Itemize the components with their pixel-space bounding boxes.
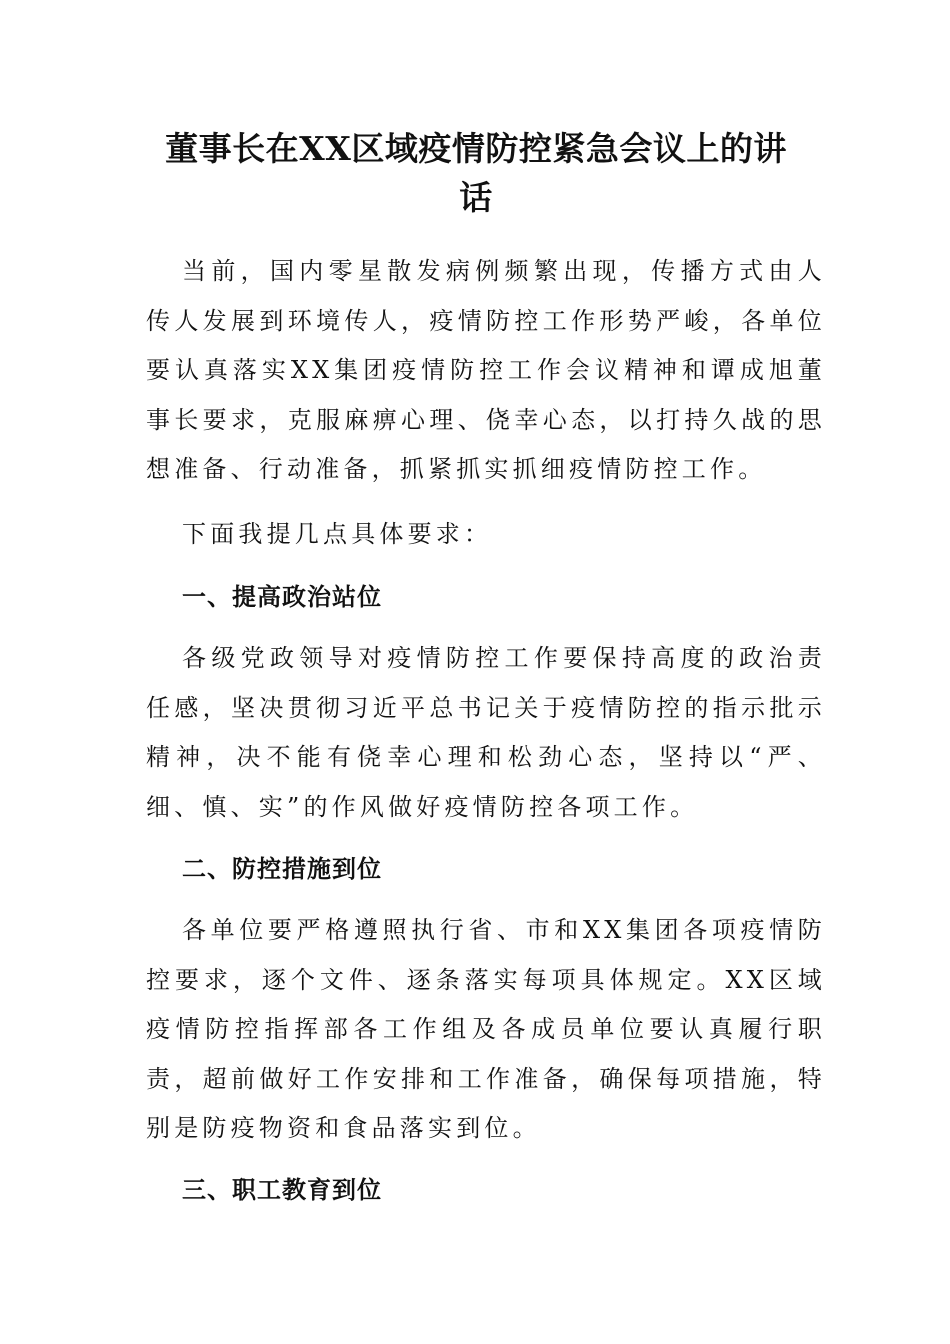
section-heading-control-measures: 二、防控措施到位: [182, 855, 382, 883]
section-heading-political-stance: 一、提高政治站位: [182, 583, 382, 611]
intro-paragraph: 当前，国内零星散发病例频繁出现，传播方式由人传人发展到环境传人，疫情防控工作形势严峻，各单位要认真落实XX集团疫情防控工作会议精神和谭成旭董事长要求，克服麻痹心理、侥幸心态，以打持久战的思想准备、行动准备，抓紧抓实抓细疫情防控工作。: [146, 257, 826, 483]
section-body-political-stance: 各级党政领导对疫情防控工作要保持高度的政治责任感，坚决贯彻习近平总书记关于疫情防控的指示批示精神，决不能有侥幸心理和松劲心态，坚持以“严、细、慎、实”的作风做好疫情防控各项工作。: [146, 644, 826, 821]
document-title-line-2: 话: [459, 178, 493, 217]
document-title-line-1: 董事长在XX区域疫情防控紧急会议上的讲: [165, 129, 787, 168]
section-body-control-measures: 各单位要严格遵照执行省、市和XX集团各项疫情防控要求，逐个文件、逐条落实每项具体规定。XX区域疫情防控指挥部各工作组及各成员单位要认真履行职责，超前做好工作安排和工作准备，确保每项措施，特别是防疫物资和食品落实到位。: [146, 916, 826, 1142]
lead-in-paragraph: 下面我提几点具体要求：: [182, 520, 493, 548]
section-heading-staff-education: 三、职工教育到位: [182, 1176, 382, 1204]
